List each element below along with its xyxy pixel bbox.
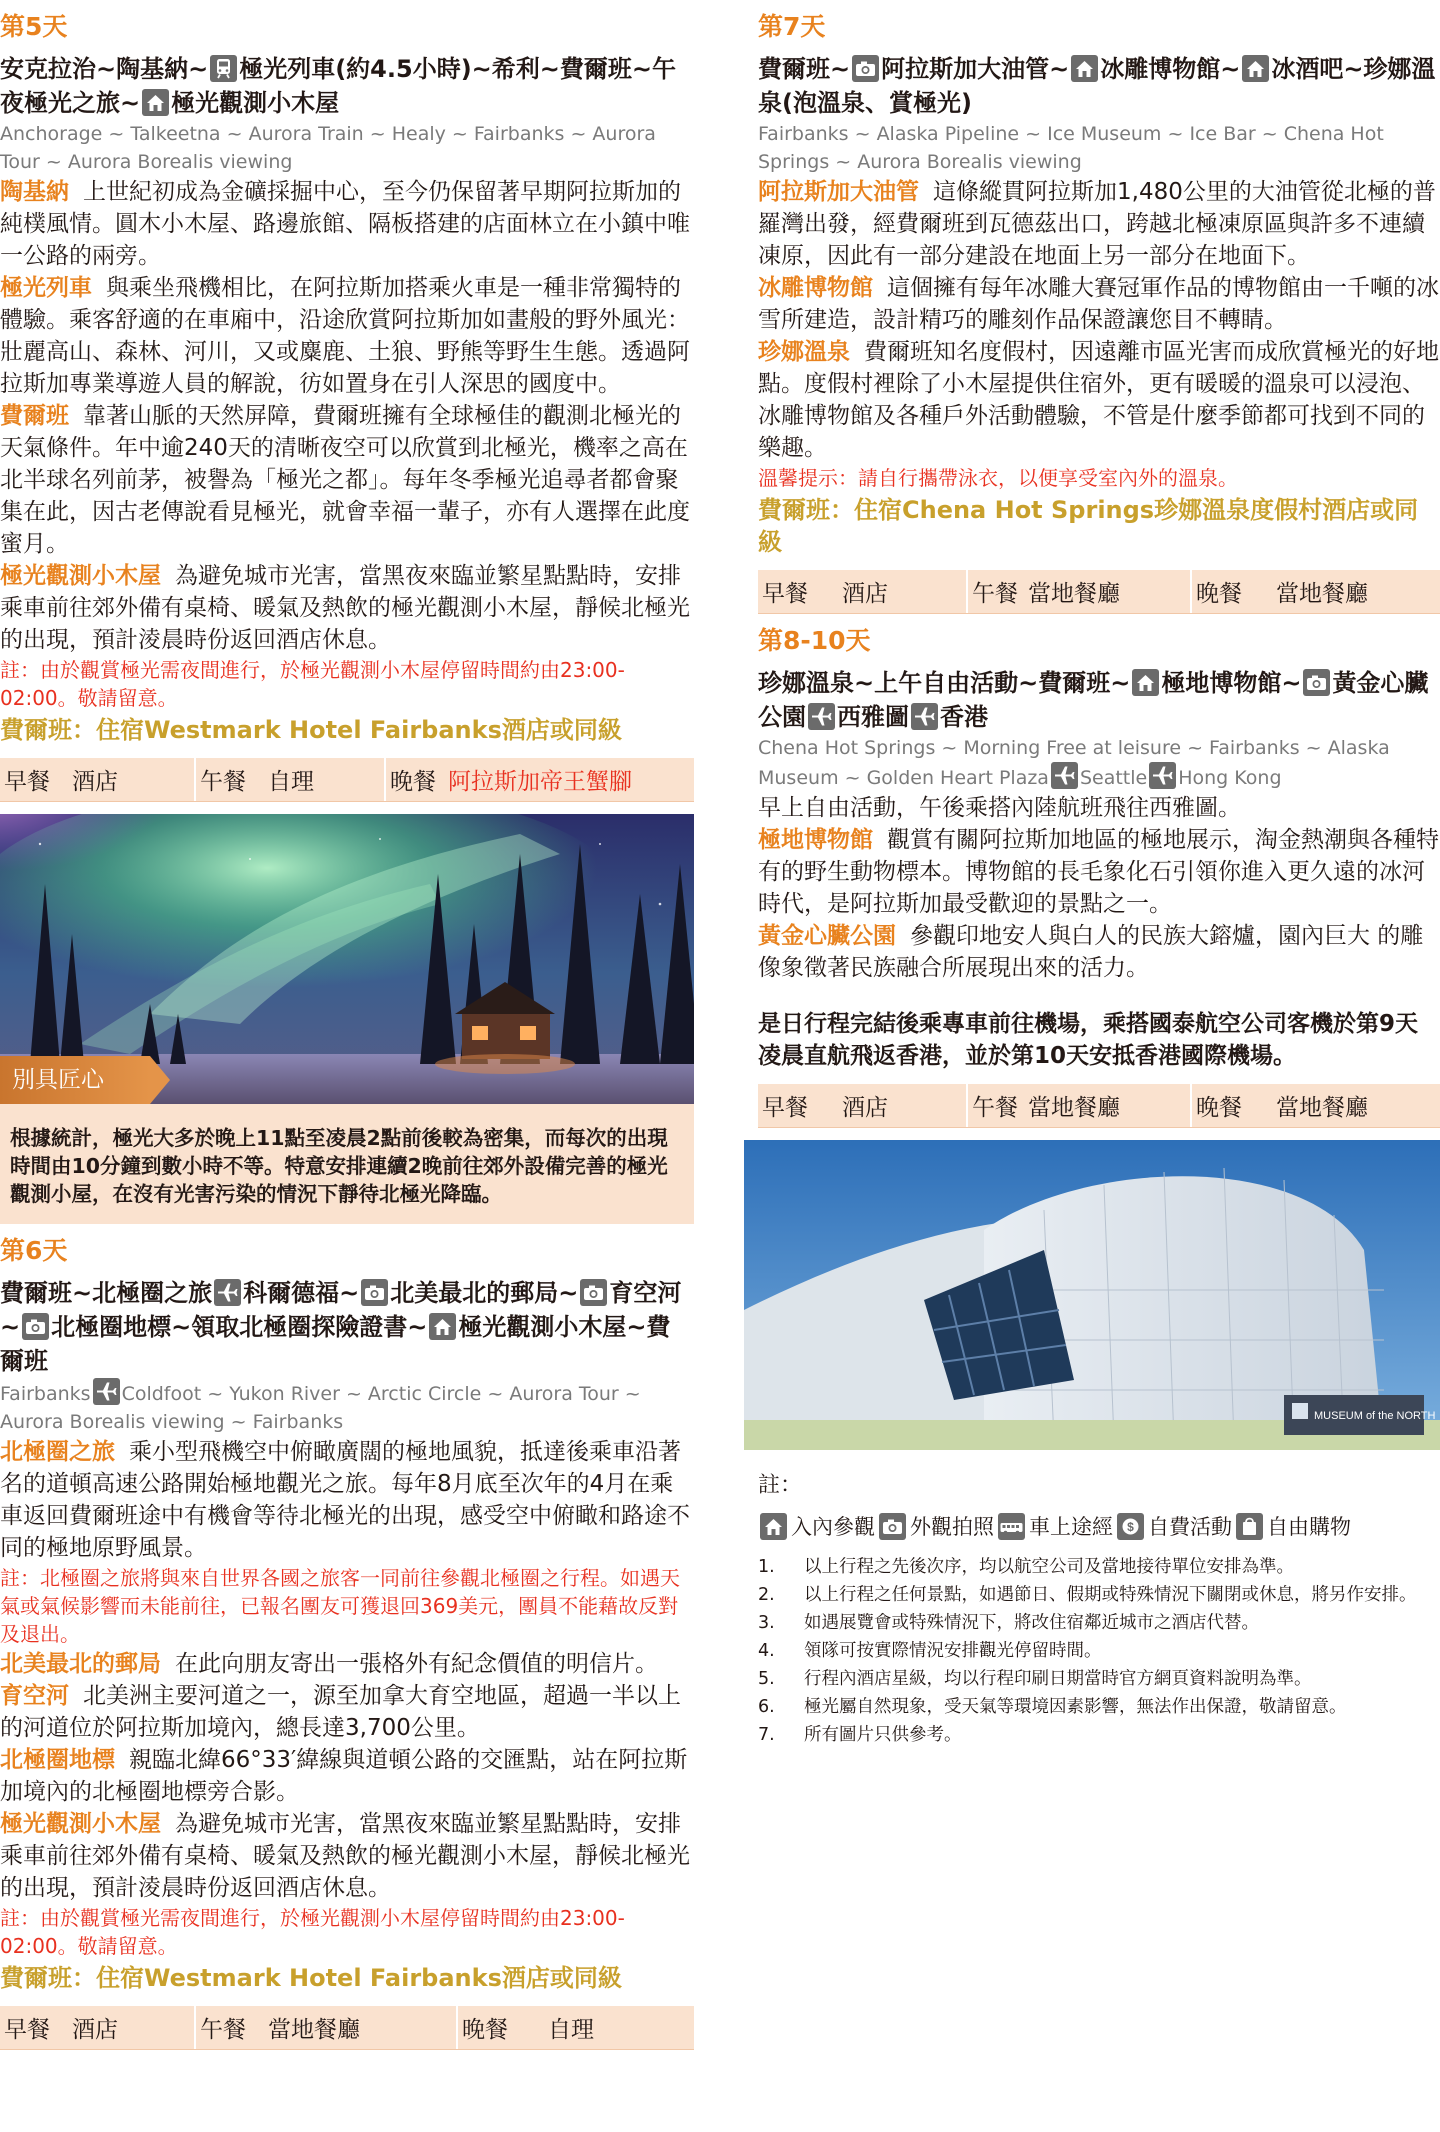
note-item [758,1723,1440,1747]
train-icon [210,55,237,82]
day7-title: 第7天 [758,12,826,41]
attraction-description: 北美洲主要河道之一，源至加拿大育空地區，超過一半以上的河道位於阿拉斯加境內，總長達3,700公里。 [0,1683,681,1741]
dinner-cell [386,758,694,801]
day6-route-english [0,1378,694,1436]
breakfast-value: 酒店 [72,2017,118,2043]
breakfast-value: 酒店 [842,1095,888,1121]
breakfast-value: 酒店 [72,769,118,795]
itinerary-paragraph [758,920,1440,984]
route-segment: 北美最北的郵局~ [390,1279,579,1307]
legend-item [758,1511,875,1541]
camera-icon [22,1313,49,1340]
note-item [758,1611,1440,1635]
itinerary-paragraph [0,560,694,656]
day6-route [0,1276,694,1378]
day5-section [0,12,694,1224]
itinerary-paragraph [758,176,1440,272]
note-item [758,1555,1440,1579]
note-number: 7. [758,1725,775,1745]
museum-image [744,1140,1440,1450]
note-text: 所有圖片只供參考。 [804,1725,962,1745]
itinerary-paragraph [758,824,1440,920]
route-segment: 安克拉治~陶基納~ [0,55,209,83]
breakfast-cell [758,1084,968,1127]
day8-paragraphs [758,824,1440,984]
lunch-label: 午餐 [200,769,246,795]
day8-closing: 是日行程完結後乘專車前往機場，乘搭國泰航空公司客機於第9天凌晨直航飛返香港，並於第10天安抵香港國際機場。 [758,1011,1419,1069]
route-segment: 極地博物館~ [1161,669,1302,697]
attraction-description: 在此向朋友寄出一張格外有紀念價值的明信片。 [175,1651,658,1677]
note-text: 領隊可按實際情況安排觀光停留時間。 [804,1641,1102,1661]
day5-route [0,52,694,120]
legend-item [1115,1511,1232,1541]
day7-hotel: 費爾班：住宿Chena Hot Springs珍娜溫泉度假村酒店或同級 [758,496,1419,556]
breakfast-cell [0,758,196,801]
route-segment: 阿拉斯加大油管~ [881,55,1070,83]
route-segment: 黃金心臟公園 [758,669,1429,731]
attraction-description: 乘小型飛機空中俯瞰廣闊的極地風貌，抵達後乘車沿著名的道頓高速公路開始極地觀光之旅。每年8月底至次年的4月在乘車返回費爾班途中有機會等待北極光的出現，感受空中俯瞰和路途不同的極地原野風景。 [0,1439,690,1561]
breakfast-label: 早餐 [762,581,808,607]
route-segment: Seattle [1079,767,1148,789]
house-icon [760,1513,787,1540]
itinerary-paragraph [758,272,1440,336]
note-text: 如遇展覽會或特殊情況下，將改住宿鄰近城市之酒店代替。 [804,1613,1259,1633]
note-item [758,1639,1440,1663]
attraction-name: 極光觀測小木屋 [0,563,161,589]
breakfast-label: 早餐 [762,1095,808,1121]
itinerary-paragraph [0,400,694,560]
attraction-description: 參觀印地安人與白人的民族大鎔爐，園內巨大 的雕像象徵著民族融合所展現出來的活力。 [758,923,1424,981]
day6-paragraphs-2 [0,1648,694,1904]
plane-icon [808,703,835,730]
dinner-cell [458,2006,694,2049]
attraction-description: 這條縱貫阿拉斯加1,480公里的大油管從北極的普羅灣出發，經費爾班到瓦德茲出口，跨越北極凍原區與許多不連續凍原，因此有一部分建設在地面上另一部分在地面下。 [758,179,1436,269]
legend-label: 車上途經 [1029,1515,1113,1539]
plane-icon [1149,762,1176,789]
notes-section [758,1468,1440,1747]
note-number: 3. [758,1613,775,1633]
attraction-description: 費爾班知名度假村，因遠離市區光害而成欣賞極光的好地點。度假村裡除了小木屋提供住宿外，更有暖暖的溫泉可以浸泡、冰雕博物館及各種戶外活動體驗，不管是什麼季節都可找到不同的樂趣。 [758,339,1439,461]
attraction-description: 為避免城市光害，當黑夜來臨並繁星點點時，安排乘車前往郊外備有桌椅、暖氣及熱飲的極光觀測小木屋，靜候北極光的出現，預計淩晨時份返回酒店休息。 [0,1811,690,1901]
legend-item [877,1511,994,1541]
dinner-label: 晚餐 [462,2017,508,2043]
route-segment: 北極圈地標~領取北極圈探險證書~ [51,1313,428,1341]
dinner-label: 晚餐 [390,769,436,795]
day6-paragraphs [0,1436,694,1564]
house-icon [142,89,169,116]
day8-meals [758,1084,1440,1128]
attraction-name: 阿拉斯加大油管 [758,179,919,205]
lunch-label: 午餐 [972,1095,1018,1121]
plane-icon [911,703,938,730]
route-segment: Coldfoot ~ Yukon River ~ Arctic Circle ~ Aurora Tour ~ Aurora Borealis viewing ~ Fairbanks [0,1383,641,1433]
legend-label: 自由購物 [1267,1515,1351,1539]
route-segment: 冰酒吧~珍娜溫泉(泡溫泉、賞極光) [758,55,1436,117]
dinner-label: 晚餐 [1196,581,1242,607]
house-icon [1071,55,1098,82]
route-segment: 冰雕博物館~ [1100,55,1241,83]
bus-icon [998,1513,1025,1540]
house-icon [429,1313,456,1340]
itinerary-paragraph [0,1744,694,1808]
left-column [0,0,694,2050]
note-number: 1. [758,1557,775,1577]
route-segment: 極光觀測小木屋 [171,89,340,117]
itinerary-paragraph [0,272,694,400]
day8-section [758,626,1440,1450]
note-item [758,1695,1440,1719]
camera-icon [879,1513,906,1540]
lunch-value: 當地餐廳 [1028,581,1120,607]
notes-heading: 註： [758,1473,803,1498]
dollar-icon [1117,1513,1144,1540]
lunch-cell [196,2006,458,2049]
note-item [758,1667,1440,1691]
notes-list [758,1555,1440,1747]
day8-title: 第8-10天 [758,626,871,655]
route-segment: Chena Hot Springs ~ Morning Free at leisure ~ Fairbanks ~ Alaska Museum ~ Golden Heart Plaza [758,737,1390,789]
lunch-cell [968,570,1192,613]
legend-label: 自費活動 [1148,1515,1232,1539]
attraction-name: 陶基納 [0,179,69,205]
house-icon [1242,55,1269,82]
note-text: 以上行程之任何景點，如遇節日、假期或特殊情況下關閉或休息，將另作安排。 [804,1585,1417,1605]
dinner-value: 當地餐廳 [1276,1095,1368,1121]
day8-route-english [758,734,1440,792]
itinerary-paragraph [0,1436,694,1564]
legend-label: 入內參觀 [791,1515,875,1539]
route-segment: 費爾班~北極圈之旅 [0,1279,213,1307]
breakfast-cell [0,2006,196,2049]
note-number: 4. [758,1641,775,1661]
attraction-description: 為避免城市光害，當黑夜來臨並繁星點點時，安排乘車前往郊外備有桌椅、暖氣及熱飲的極光觀測小木屋，靜候北極光的出現，預計淩晨時份返回酒店休息。 [0,563,690,653]
route-segment: 極光列車(約4.5小時)~希利~費爾班~午夜極光之旅~ [0,55,676,117]
attraction-description: 上世紀初成為金礦採掘中心，至今仍保留著早期阿拉斯加的純樸風情。圓木小木屋、路邊旅館、隔板搭建的店面林立在小鎮中唯一公路的兩旁。 [0,179,690,269]
attraction-name: 育空河 [0,1683,69,1709]
dinner-value: 當地餐廳 [1276,581,1368,607]
day6-title: 第6天 [0,1236,68,1265]
note-item [758,1583,1440,1607]
day8-route [758,666,1440,734]
note-number: 6. [758,1697,775,1717]
museum-sign: MUSEUM of the NORTH [1314,1410,1436,1422]
route-segment: 育空河~ [0,1279,682,1341]
right-column [758,0,1440,1751]
attraction-name: 冰雕博物館 [758,275,873,301]
day6-hotel: 費爾班：住宿Westmark Hotel Fairbanks酒店或同級 [0,1964,622,1992]
day5-title: 第5天 [0,12,68,41]
breakfast-label: 早餐 [4,2017,50,2043]
breakfast-cell [758,570,968,613]
camera-icon [361,1279,388,1306]
attraction-name: 極地博物館 [758,827,873,853]
note-number: 5. [758,1669,775,1689]
route-segment: Hong Kong [1178,767,1282,789]
attraction-name: 極光觀測小木屋 [0,1811,161,1837]
day5-route-english: Anchorage ~ Talkeetna ~ Aurora Train ~ Healy ~ Fairbanks ~ Aurora Tour ~ Aurora Borealis viewing [0,123,656,173]
day5-hotel: 費爾班：住宿Westmark Hotel Fairbanks酒店或同級 [0,716,622,744]
camera-icon [852,55,879,82]
lunch-label: 午餐 [200,2017,246,2043]
note-number: 2. [758,1585,775,1605]
lunch-value: 當地餐廳 [1028,1095,1120,1121]
day6-section [0,1236,694,2050]
day7-route-english: Fairbanks ~ Alaska Pipeline ~ Ice Museum ~ Ice Bar ~ Chena Hot Springs ~ Aurora Borealis viewing [758,123,1384,173]
day7-paragraphs [758,176,1440,464]
attraction-description: 靠著山脈的天然屏障，費爾班擁有全球極佳的觀測北極光的天氣條件。年中逾240天的清晰夜空可以欣賞到北極光，機率之高在北半球名列前茅，被譽為「極光之都」。每年冬季極光追尋者都會聚集在此，因古老傳說看見極光，就會幸福一輩子，亦有人選擇在此度蜜月。 [0,403,690,557]
day5-meals [0,758,694,802]
day7-note: 溫馨提示：請自行攜帶泳衣，以便享受室內外的溫泉。 [758,466,1238,490]
attraction-name: 費爾班 [0,403,69,429]
route-segment: Fairbanks [0,1383,91,1405]
plane-icon [93,1378,120,1405]
dinner-value: 自理 [548,2017,594,2043]
attraction-name: 極光列車 [0,275,92,301]
attraction-description: 親臨北緯66°33′緯線與道頓公路的交匯點，站在阿拉斯加境內的北極圈地標旁合影。 [0,1747,688,1805]
route-segment: 極光觀測小木屋~費爾班 [0,1313,671,1375]
plane-icon [214,1279,241,1306]
legend-item [1234,1511,1351,1541]
itinerary-paragraph [0,176,694,272]
museum-photo [744,1140,1440,1450]
route-segment: 香港 [940,703,988,731]
attraction-description: 這個擁有每年冰雕大賽冠軍作品的博物館由一千噸的冰雪所建造，設計精巧的雕刻作品保證讓您目不轉睛。 [758,275,1439,333]
attraction-name: 珍娜溫泉 [758,339,850,365]
day6-note-2: 註：由於觀賞極光需夜間進行，於極光觀測小木屋停留時間約由23:00-02:00。敬請留意。 [0,1906,625,1958]
attraction-name: 北極圈之旅 [0,1439,115,1465]
route-segment: 科爾德福~ [243,1279,360,1307]
note-text: 極光屬自然現象，受天氣等環境因素影響，無法作出保證，敬請留意。 [804,1697,1347,1717]
house-icon [1132,669,1159,696]
special-tag: 別具匠心 [0,1056,150,1104]
day7-meals [758,570,1440,614]
note-text: 以上行程之先後次序，均以航空公司及當地接待單位安排為準。 [804,1557,1294,1577]
lunch-value: 當地餐廳 [268,2017,360,2043]
route-segment: 費爾班~ [758,55,851,83]
day7-route [758,52,1440,120]
day5-paragraphs [0,176,694,656]
legend-item [996,1511,1113,1541]
attraction-name: 黃金心臟公園 [758,923,896,949]
icon-legend [758,1507,1440,1545]
lunch-label: 午餐 [972,581,1018,607]
lunch-cell [968,1084,1192,1127]
camera-icon [1303,669,1330,696]
day7-section [758,12,1440,614]
plane-icon [1051,762,1078,789]
dinner-cell [1192,570,1440,613]
route-segment: 西雅圖 [837,703,909,731]
dinner-label: 晚餐 [1196,1095,1242,1121]
camera-icon [580,1279,607,1306]
note-text: 行程內酒店星級，均以行程印刷日期當時官方網頁資料說明為準。 [804,1669,1312,1689]
dinner-cell [1192,1084,1440,1127]
bag-icon [1236,1513,1263,1540]
route-segment: 珍娜溫泉~上午自由活動~費爾班~ [758,669,1131,697]
itinerary-paragraph [758,336,1440,464]
svg-text:$: $ [1127,1519,1134,1534]
attraction-description: 觀賞有關阿拉斯加地區的極地展示，淘金熱潮與各種特有的野生動物標本。博物館的長毛象化石引領你進入更久遠的冰河時代，是阿拉斯加最受歡迎的景點之一。 [758,827,1439,917]
attraction-name: 北美最北的郵局 [0,1651,161,1677]
breakfast-value: 酒店 [842,581,888,607]
itinerary-paragraph [0,1808,694,1904]
lunch-cell [196,758,386,801]
legend-label: 外觀拍照 [910,1515,994,1539]
day6-meals [0,2006,694,2050]
lunch-value: 自理 [268,769,314,795]
day8-intro: 早上自由活動，午後乘搭內陸航班飛往西雅圖。 [758,795,1241,821]
day5-note: 註：由於觀賞極光需夜間進行，於極光觀測小木屋停留時間約由23:00-02:00。敬請留意。 [0,658,625,710]
attraction-name: 北極圈地標 [0,1747,115,1773]
attraction-description: 與乘坐飛機相比，在阿拉斯加搭乘火車是一種非常獨特的體驗。乘客舒適的在車廂中，沿途欣賞阿拉斯加如畫般的野外風光：壯麗高山、森林、河川，又或麋鹿、土狼、野熊等野生生態。透過阿拉斯加專業導遊人員的解說，彷如置身在引人深思的國度中。 [0,275,690,397]
breakfast-label: 早餐 [4,769,50,795]
day6-note: 註：北極圈之旅將與來自世界各國之旅客一同前往參觀北極圈之行程。如遇天氣或氣候影響而未能前往，已報名團友可獲退回369美元，團員不能藉故反對及退出。 [0,1566,680,1646]
aurora-photo [0,814,694,1104]
dinner-value: 阿拉斯加帝王蟹腳 [448,769,632,795]
itinerary-paragraph [0,1648,694,1680]
special-box: 根據統計，極光大多於晚上11點至凌晨2點前後較為密集，而每次的出現時間由10分鐘到數小時不等。特意安排連續2晚前往郊外設備完善的極光觀測小屋，在沒有光害污染的情況下靜待北極光降臨。 [0,1104,694,1224]
itinerary-paragraph [0,1680,694,1744]
